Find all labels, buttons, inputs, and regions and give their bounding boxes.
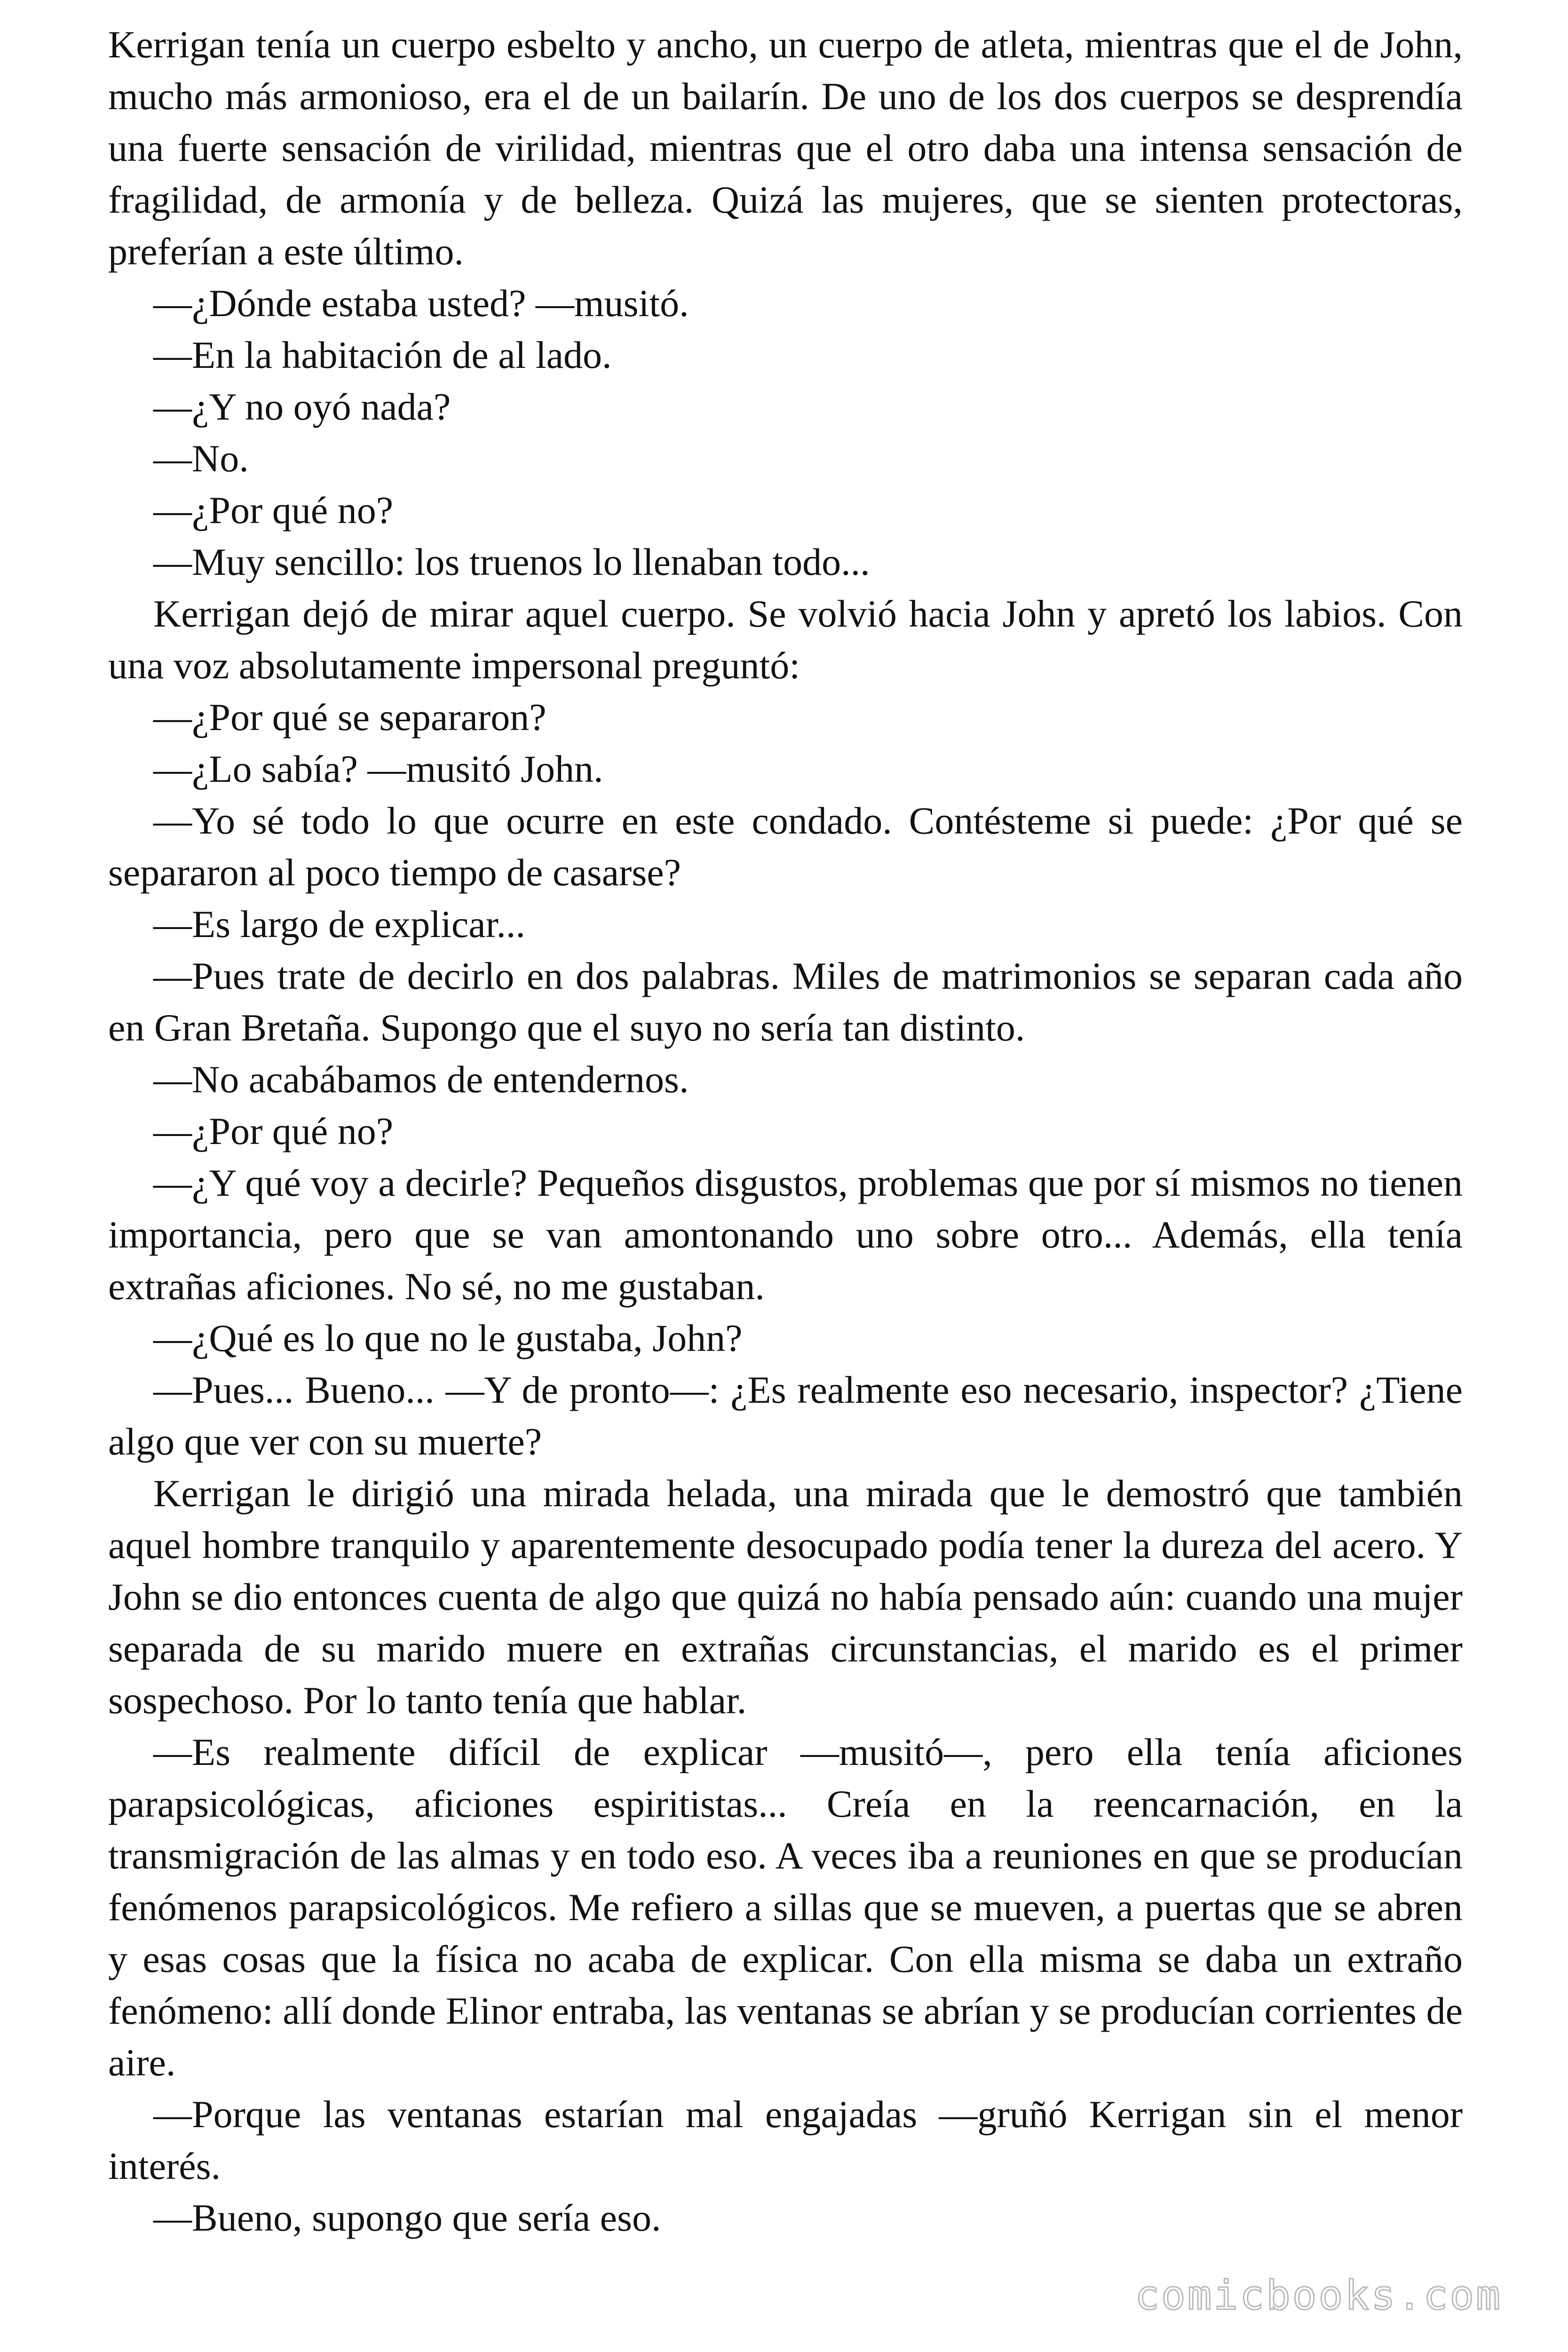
paragraph: —¿Dónde estaba usted? —musitó. (153, 282, 689, 325)
paragraph: —¿Por qué no? (153, 489, 394, 532)
paragraph: —No. (153, 437, 249, 480)
paragraph: —Pues trate de decirlo en dos palabras. Miles de matrimonios se separan cada año en Gran Bretaña. Supongo que el suyo no sería tan distinto. (108, 954, 1463, 1049)
paragraph: —Muy sencillo: los truenos lo llenaban todo... (153, 540, 870, 583)
paragraph: —Es realmente difícil de explicar —musitó—, pero ella tenía aficiones parapsicológicas, aficiones espiritistas... Creía en la reencarnación, en la transmigración de las almas y en todo eso. A veces iba a reuniones en que se producían fenómenos parapsicológicos. Me refiero a sillas que se mueven, a puertas que se abren y esas cosas que la física no acaba de explicar. Con ella misma se daba un extraño fenómeno: allí donde Elinor entraba, las ventanas se abrían y se producían corrientes de aire. (108, 1731, 1463, 2084)
paragraph: —Porque las ventanas estarían mal engajadas —gruñó Kerrigan sin el menor interés. (108, 2093, 1463, 2187)
paragraph: —¿Y qué voy a decirle? Pequeños disgustos, problemas que por sí mismos no tienen importancia, pero que se van amontonando uno sobre otro... Además, ella tenía extrañas aficiones. No sé, no me gustaban. (108, 1161, 1463, 1308)
paragraph: —¿Y no oyó nada? (153, 385, 451, 428)
paragraph: Kerrigan le dirigió una mirada helada, una mirada que le demostró que también aquel hombre tranquilo y aparentemente desocupado podía tener la dureza del acero. Y John se dio entonces cuenta de algo que quizá no había pensado aún: cuando una mujer separada de su marido muere en extrañas circunstancias, el marido es el primer sospechoso. Por lo tanto tenía que hablar. (108, 1472, 1463, 1722)
paragraph: —¿Por qué no? (153, 1110, 394, 1152)
paragraph: Kerrigan tenía un cuerpo esbelto y ancho, un cuerpo de atleta, mientras que el de John, mucho más armonioso, era el de un bailarín. De uno de los dos cuerpos se desprendía una fuerte sensación de virilidad, mientras que el otro daba una intensa sensación de fragilidad, de armonía y de belleza. Quizá las mujeres, que se sienten protectoras, preferían a este último. (108, 23, 1463, 273)
paragraph: —Es largo de explicar... (153, 903, 525, 946)
paragraph: —Pues... Bueno... —Y de pronto—: ¿Es realmente eso necesario, inspector? ¿Tiene algo que ver con su muerte? (108, 1368, 1463, 1463)
paragraph: —¿Por qué se separaron? (153, 696, 546, 739)
paragraph: —Yo sé todo lo que ocurre en este condado. Contésteme si puede: ¿Por qué se separaron al poco tiempo de casarse? (108, 799, 1463, 894)
watermark: comicbooks.com (1135, 2272, 1502, 2319)
paragraph: —¿Lo sabía? —musitó John. (153, 747, 603, 790)
paragraph: Kerrigan dejó de mirar aquel cuerpo. Se volvió hacia John y apretó los labios. Con una voz absolutamente impersonal preguntó: (108, 592, 1463, 687)
paragraph: —No acabábamos de entendernos. (153, 1058, 689, 1101)
paragraph: —En la habitación de al lado. (153, 334, 612, 376)
book-page-text (108, 19, 1463, 2244)
paragraph: —Bueno, supongo que sería eso. (153, 2196, 661, 2239)
paragraph: —¿Qué es lo que no le gustaba, John? (153, 1317, 743, 1359)
